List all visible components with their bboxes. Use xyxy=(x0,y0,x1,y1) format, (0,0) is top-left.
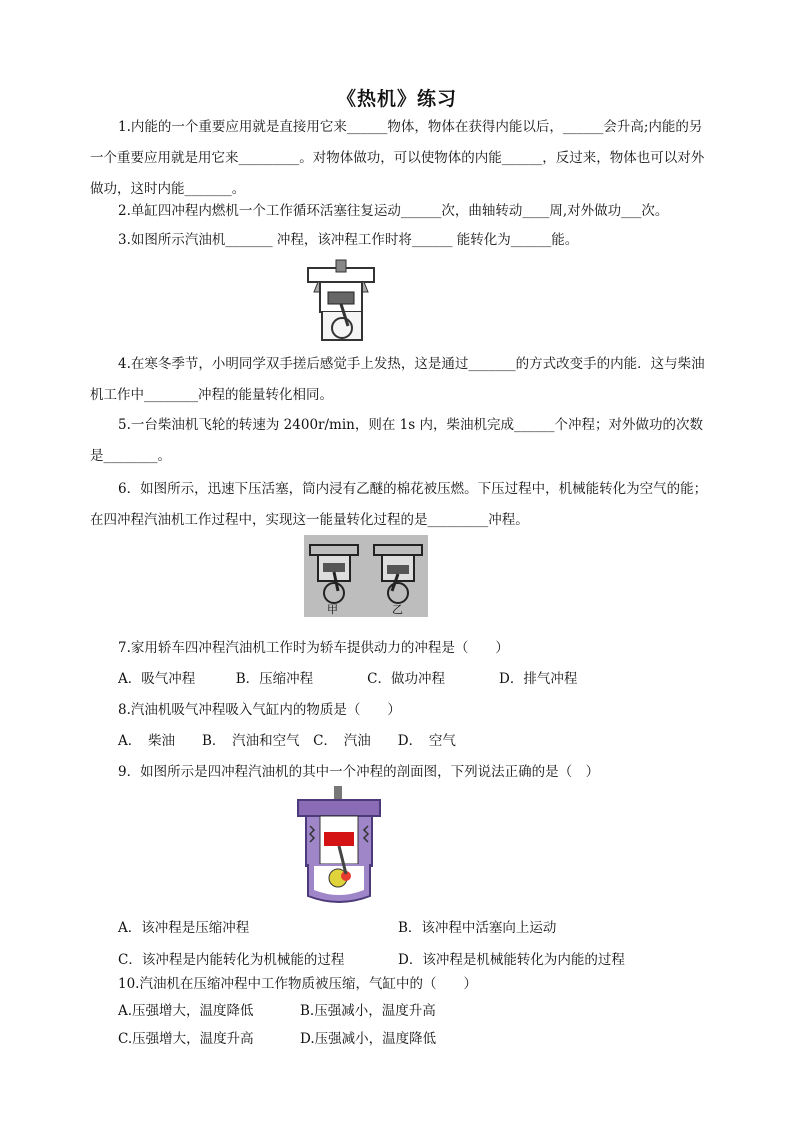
figure-label-yi: 乙 xyxy=(392,603,403,616)
question-10-option-a: A.压强增大，温度降低 xyxy=(118,1003,254,1019)
engine-diagram-q3 xyxy=(306,258,376,344)
question-9: 9．如图所示是四冲程汽油机的其中一个冲程的剖面图，下列说法正确的是（ ） xyxy=(118,764,600,780)
question-4: 4.在寒冬季节，小明同学双手搓后感觉手上发热，这是通过_______的方式改变手的内能．这与柴油机工作中________冲程的能量转化相同。 xyxy=(90,356,705,403)
engine-pair-drawing xyxy=(304,535,428,617)
question-6: 6．如图所示，迅速下压活塞，筒内浸有乙醚的棉花被压燃。下压过程中，机械能转化为空气的能；在四冲程汽油机工作过程中，实现这一能量转化过程的是_________冲程。 xyxy=(90,481,708,528)
question-9-option-a: A．该冲程是压缩冲程 xyxy=(118,920,250,936)
question-10-option-d: D.压强减小，温度降低 xyxy=(300,1031,437,1047)
question-8: 8.汽油机吸气冲程吸入气缸内的物质是（ ） xyxy=(118,702,401,718)
question-9-option-c: C．该冲程是内能转化为机械能的过程 xyxy=(118,952,345,968)
question-10-option-c: C.压强增大，温度升高 xyxy=(118,1031,254,1047)
question-7: 7.家用轿车四冲程汽油机工作时为轿车提供动力的冲程是（ ） xyxy=(118,640,509,656)
question-10: 10.汽油机在压缩冲程中工作物质被压缩，气缸中的（ ） xyxy=(118,976,477,992)
question-2: 2.单缸四冲程内燃机一个工作循环活塞往复运动______次，曲轴转动____周,对外做功___次。 xyxy=(118,203,669,219)
question-3: 3.如图所示汽油机_______ 冲程，该冲程工作时将______ 能转化为______能。 xyxy=(118,232,579,248)
question-9-option-d: D．该冲程是机械能转化为内能的过程 xyxy=(398,952,625,968)
question-8-options: A． 柴油 B． 汽油和空气 C． 汽油 D． 空气 xyxy=(118,733,456,749)
question-7-options: A．吸气冲程 B．压缩冲程 C．做功冲程 D．排气冲程 xyxy=(118,671,578,687)
question-1: 1.内能的一个重要应用就是直接用它来______物体，物体在获得内能以后，______会升高;内能的另一个重要应用就是用它来_________。对物体做功，可以使物体的内能______，反过来，物体也可以对外做功，这时内能_______。 xyxy=(90,119,705,197)
engine-diagram-q9 xyxy=(296,786,382,904)
question-5: 5.一台柴油机飞轮的转速为 2400r/min，则在 1s 内，柴油机完成______个冲程；对外做功的次数是________。 xyxy=(90,417,703,464)
question-9-option-b: B．该冲程中活塞向上运动 xyxy=(398,920,557,936)
figure-label-jia: 甲 xyxy=(327,603,338,616)
page-title: 《热机》练习 xyxy=(336,88,457,110)
question-10-option-b: B.压强减小，温度升高 xyxy=(300,1003,436,1019)
engine-diagrams-q6 xyxy=(304,535,428,617)
